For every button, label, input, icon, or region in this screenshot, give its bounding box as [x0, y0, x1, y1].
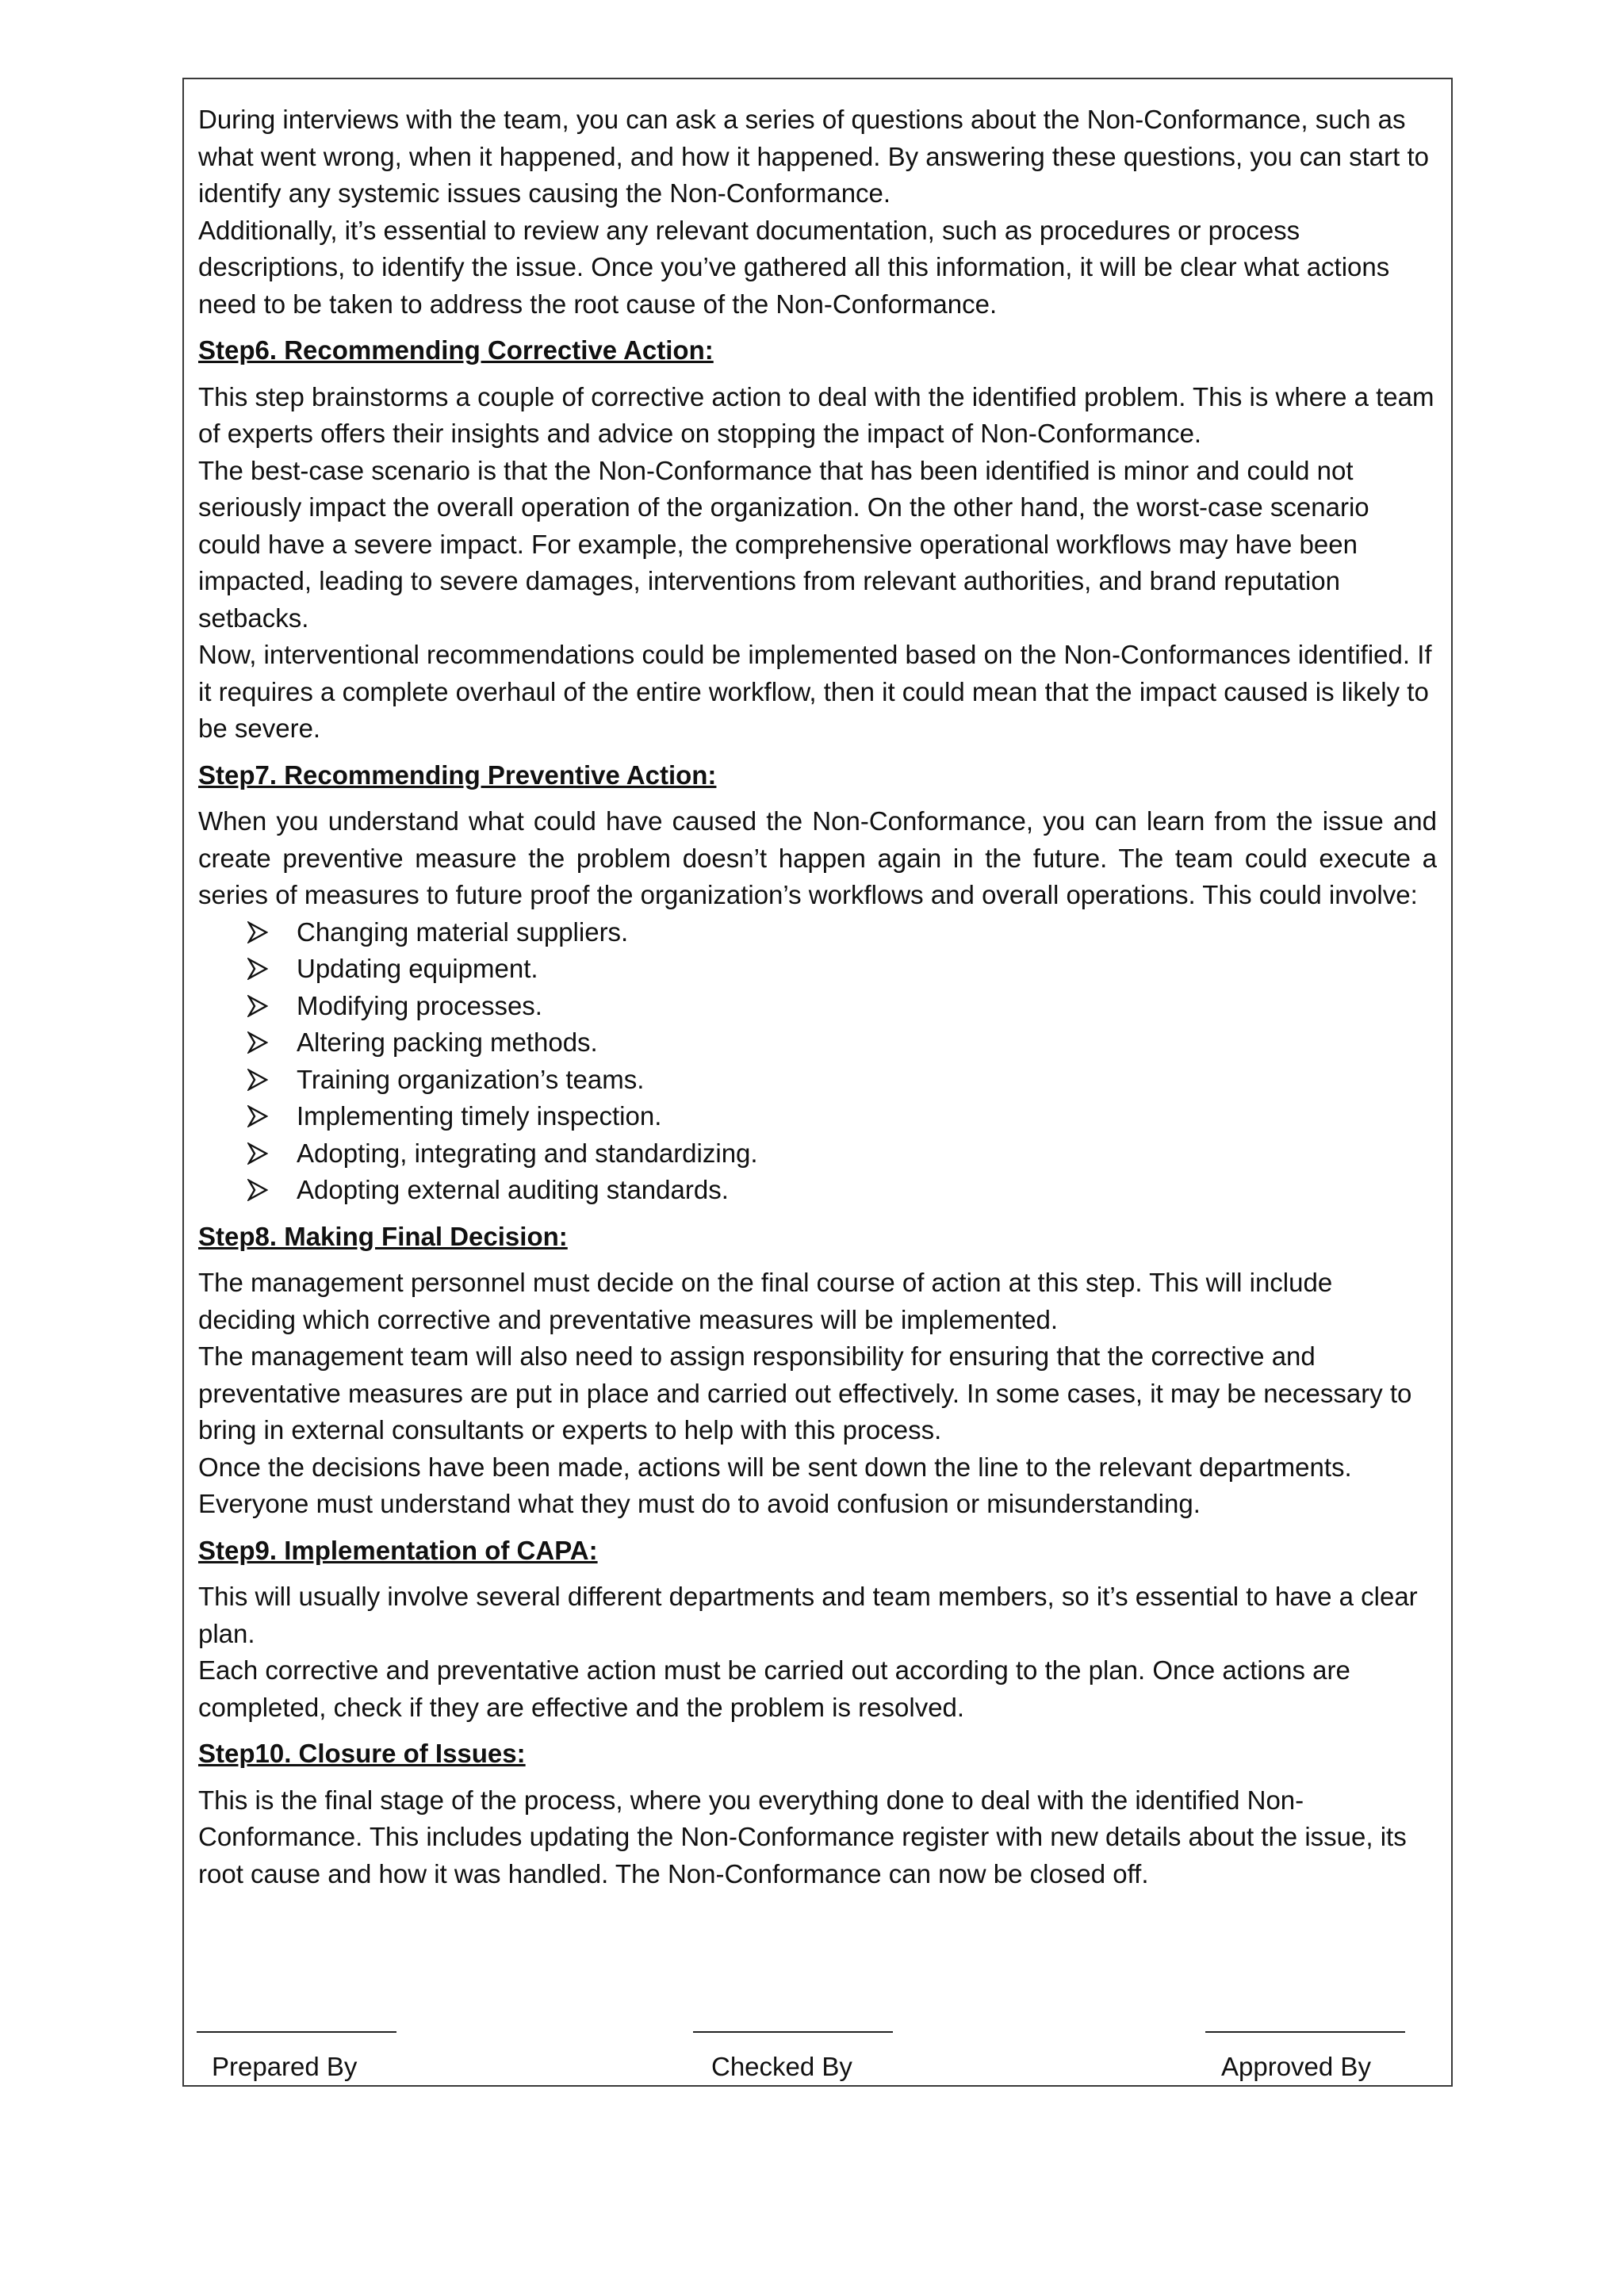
prepared-by-label: Prepared By	[212, 2052, 358, 2081]
list-item-text: Adopting, integrating and standardizing.	[297, 1138, 758, 1168]
step8-paragraph-3: Once the decisions have been made, actions will be sent down the line to the relevant departments. Everyone must understand what they must do to avoid confusion or misunderstanding.	[198, 1452, 1352, 1518]
checked-by-label: Checked By	[711, 2052, 852, 2081]
step9-heading: Step9. Implementation of CAPA:	[198, 1535, 598, 1565]
arrowhead-bullet-icon	[247, 995, 268, 1017]
arrowhead-bullet-icon	[247, 1069, 268, 1091]
step7-paragraph-1: When you understand what could have caused the Non-Conformance, you can learn from the issue and create preventive measure the problem doesn’t happen again in the future. The team could execute a series of measures to future proof the organization’s workflows and overall operations. This could involve:	[198, 806, 1437, 909]
step10-paragraph-1: This is the final stage of the process, where you everything done to deal with the identified Non-Conformance. This includes updating the Non-Conformance register with new details about the issue, its root cause and how it was handled. The Non-Conformance can now be closed off.	[198, 1785, 1407, 1888]
list-item-text: Implementing timely inspection.	[297, 1101, 662, 1131]
step10-section	[198, 1782, 1437, 1893]
arrowhead-bullet-icon	[247, 958, 268, 980]
arrowhead-bullet-icon	[247, 1031, 268, 1054]
preventive-measures-list	[198, 914, 1437, 1209]
arrowhead-bullet-icon	[247, 921, 268, 943]
intro-paragraph-2: Additionally, it’s essential to review any relevant documentation, such as procedures or process descriptions, to identify the issue. Once you’ve gathered all this information, it will be clear what actions need to be taken to address the root cause of the Non-Conformance.	[198, 215, 1390, 319]
list-item-text: Updating equipment.	[297, 954, 538, 983]
checked-signature-line	[693, 2031, 893, 2033]
list-item	[247, 988, 1437, 1025]
prepared-signature-line	[197, 2031, 396, 2033]
list-item-text: Altering packing methods.	[297, 1027, 598, 1057]
arrowhead-bullet-icon	[247, 1105, 268, 1127]
list-item	[247, 1172, 1437, 1209]
intro-paragraph-1: During interviews with the team, you can ask a series of questions about the Non-Conformance, such as what went wrong, when it happened, and how it happened. By answering these questions, you can start to identify any systemic issues causing the Non-Conformance.	[198, 105, 1429, 208]
step9-section	[198, 1578, 1437, 1726]
list-item-text: Modifying processes.	[297, 990, 542, 1020]
step8-paragraph-1: The management personnel must decide on the final course of action at this step. This will include deciding which corrective and preventative measures will be implemented.	[198, 1268, 1333, 1334]
list-item-text: Training organization’s teams.	[297, 1064, 645, 1094]
document-body	[198, 101, 1437, 1902]
approved-signature-line	[1205, 2031, 1405, 2033]
list-item-text: Adopting external auditing standards.	[297, 1175, 729, 1204]
list-item-text: Changing material suppliers.	[297, 916, 629, 947]
list-item	[247, 1024, 1437, 1062]
step8-section	[198, 1265, 1437, 1523]
step9-paragraph-1: This will usually involve several different departments and team members, so it’s essential to have a clear plan.	[198, 1582, 1418, 1648]
step6-heading: Step6. Recommending Corrective Action:	[198, 335, 714, 365]
list-item	[247, 951, 1437, 988]
step6-paragraph-2: The best-case scenario is that the Non-Conformance that has been identified is minor and could not seriously impact the overall operation of the organization. On the other hand, the worst-case scenario could have a severe impact. For example, the comprehensive operational workflows may have been impacted, leading to severe damages, interventions from relevant authorities, and brand reputation setbacks.	[198, 455, 1369, 633]
arrowhead-bullet-icon	[247, 1179, 268, 1201]
step7-section	[198, 803, 1437, 1209]
step9-paragraph-2: Each corrective and preventative action must be carried out according to the plan. Once actions are completed, check if they are effective and the problem is resolved.	[198, 1655, 1350, 1722]
intro-section	[198, 101, 1437, 323]
approved-by-label: Approved By	[1221, 2052, 1371, 2081]
list-item	[247, 1062, 1437, 1099]
step6-section	[198, 379, 1437, 748]
list-item	[247, 1098, 1437, 1135]
arrowhead-bullet-icon	[247, 1142, 268, 1165]
list-item	[247, 1135, 1437, 1173]
step7-heading: Step7. Recommending Preventive Action:	[198, 760, 717, 790]
step8-heading: Step8. Making Final Decision:	[198, 1221, 568, 1251]
step6-paragraph-1: This step brainstorms a couple of corrective action to deal with the identified problem. This is where a team of experts offers their insights and advice on stopping the impact of Non-Conformance.	[198, 381, 1434, 448]
step10-heading: Step10. Closure of Issues:	[198, 1739, 526, 1768]
step6-paragraph-3: Now, interventional recommendations could be implemented based on the Non-Conformances identified. If it requires a complete overhaul of the entire workflow, then it could mean that the impact caused is likely to be severe.	[198, 640, 1432, 743]
list-item	[247, 914, 1437, 951]
step8-paragraph-2: The management team will also need to assign responsibility for ensuring that the corrective and preventative measures are put in place and carried out effectively. In some cases, it may be necessary to bring in external consultants or experts to help with this process.	[198, 1341, 1412, 1445]
